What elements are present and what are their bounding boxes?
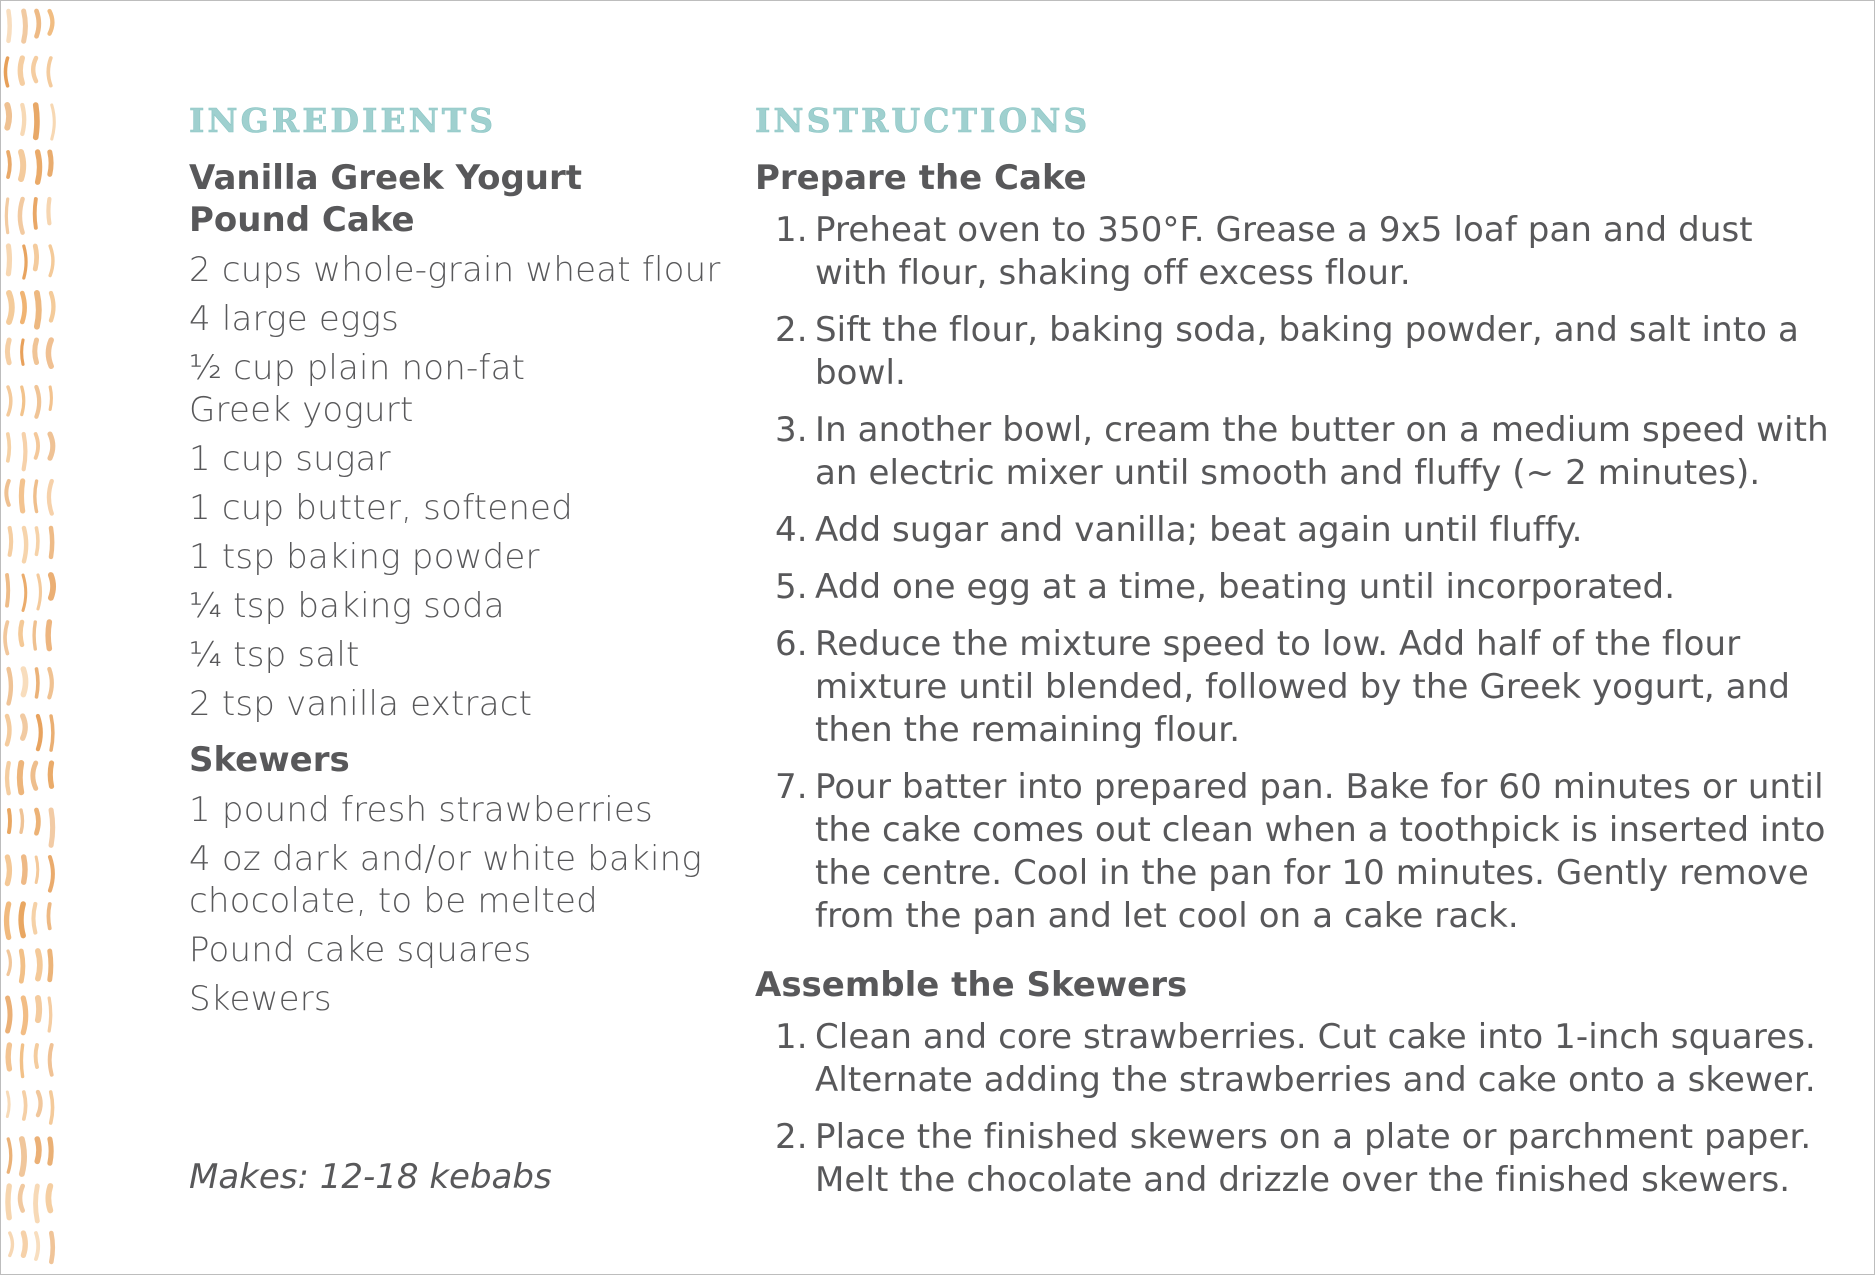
step-number: 4.	[775, 510, 808, 550]
step-number: 3.	[775, 410, 808, 450]
brush-stroke	[49, 669, 52, 697]
brush-stroke	[23, 998, 25, 1033]
brush-stroke	[48, 1186, 50, 1210]
brush-stroke	[7, 575, 8, 606]
brush-stroke	[51, 1092, 53, 1123]
ingredient-item: 1 pound fresh strawberries	[189, 790, 653, 830]
brush-stroke	[36, 669, 37, 697]
brush-stroke	[51, 716, 53, 750]
brush-stroke	[35, 340, 37, 362]
brush-stroke	[24, 857, 25, 882]
brush-stroke	[36, 1045, 37, 1067]
brush-stroke	[10, 1233, 13, 1255]
prepare-cake-title: Prepare the Cake	[755, 158, 1087, 198]
brush-stroke	[22, 387, 24, 415]
ingredient-item: 2 cups whole-grain wheat flour	[189, 250, 721, 290]
brush-stroke	[51, 810, 53, 845]
step-text: Add sugar and vanilla; beat again until fluffy.	[815, 510, 1583, 550]
brush-stroke	[8, 152, 10, 177]
brush-stroke	[48, 199, 49, 223]
instructions-column	[755, 101, 1835, 1216]
brush-stroke	[21, 1045, 22, 1076]
step-text: In another bowl, cream the butter on a medium speed with an electric mixer until smooth and fluffy (~ 2 minutes).	[815, 410, 1829, 493]
brush-stroke	[24, 1092, 26, 1119]
brush-stroke	[20, 199, 23, 233]
brush-stroke	[22, 293, 24, 322]
brush-stroke	[36, 11, 38, 36]
brush-stroke	[21, 481, 22, 511]
step-number: 7.	[775, 767, 808, 807]
step-text: Pour batter into prepared pan. Bake for 60 minutes or until the cake comes out clean when a toothpick is inserted into the centre. Cool in the pan for 10 minutes. Gently remove from the pan and let cool on a cake rack.	[815, 767, 1826, 936]
brush-stroke	[9, 293, 12, 322]
brush-stroke	[8, 1186, 9, 1218]
step-text: Preheat oven to 350°F. Grease a 9x5 loaf pan and dust with flour, shaking off excess flour.	[815, 210, 1753, 293]
brush-stroke	[38, 152, 40, 182]
brush-stroke	[50, 11, 53, 34]
brush-stroke	[34, 622, 35, 649]
cake-title-line1: Vanilla Greek Yogurt	[189, 158, 583, 198]
brush-stroke	[51, 293, 54, 320]
step-text: Reduce the mixture speed to low. Add half of the flour mixture until blended, followed by the Greek yogurt, and then the remaining flour.	[815, 624, 1790, 750]
brush-stroke	[50, 246, 53, 276]
brush-stroke	[7, 340, 9, 363]
brush-stroke	[50, 951, 51, 980]
ingredients-column	[189, 101, 729, 1027]
brush-stroke	[33, 58, 36, 81]
step-text: Add one egg at a time, beating until incorporated.	[815, 567, 1676, 607]
brush-stroke	[49, 481, 52, 514]
brush-stroke	[20, 622, 22, 645]
brush-stroke	[6, 481, 8, 505]
brush-stroke	[38, 716, 41, 749]
brush-stroke	[8, 998, 10, 1031]
step-item	[755, 209, 1835, 295]
step-number: 5.	[775, 567, 808, 607]
brush-stroke	[8, 1045, 9, 1069]
step-text: Place the finished skewers on a plate or parchment paper. Melt the chocolate and drizzle over the finished skewers.	[815, 1117, 1812, 1200]
step-text: Clean and core strawberries. Cut cake into 1-inch squares. Alternate adding the strawberries and cake onto a skewer.	[815, 1017, 1816, 1100]
brush-stroke	[20, 58, 22, 83]
ingredient-item: ¼ tsp baking soda	[189, 586, 505, 626]
ingredient-item: 2 tsp vanilla extract	[189, 684, 533, 724]
brush-stroke	[50, 434, 53, 458]
brush-stroke	[49, 998, 51, 1031]
brush-stroke	[36, 1186, 38, 1221]
brush-stroke	[7, 716, 9, 744]
brush-stroke	[8, 246, 9, 274]
brush-stroke	[8, 434, 9, 461]
step-item	[755, 409, 1835, 495]
brush-stroke	[7, 904, 9, 937]
brush-stroke	[48, 622, 49, 649]
brush-stroke	[38, 575, 41, 609]
cake-title	[189, 157, 729, 241]
brush-stroke	[5, 58, 7, 86]
brush-stroke	[22, 1139, 24, 1174]
brush-stroke	[36, 387, 39, 417]
step-item	[755, 566, 1835, 609]
step-item	[755, 623, 1835, 752]
assemble-steps-list	[755, 1016, 1835, 1202]
brush-stroke	[33, 763, 36, 788]
brush-stroke	[36, 857, 38, 882]
brush-stroke	[48, 904, 49, 928]
brush-stroke	[23, 1233, 25, 1255]
brush-stroke	[23, 575, 26, 610]
brush-stroke	[38, 998, 39, 1020]
brush-stroke	[21, 810, 22, 832]
yield-text: Makes: 12-18 kebabs	[189, 1157, 552, 1197]
step-text: Sift the flour, baking soda, baking powder, and salt into a bowl.	[815, 310, 1799, 393]
brush-stroke	[50, 1139, 51, 1163]
brush-stroke	[38, 951, 40, 979]
step-item	[755, 309, 1835, 395]
brush-stroke	[20, 1186, 23, 1211]
brushstroke-border	[1, 1, 71, 1275]
ingredient-item: ¼ tsp salt	[189, 635, 360, 675]
brush-stroke	[7, 857, 9, 884]
brush-stroke	[7, 1092, 9, 1117]
cake-ingredient-list	[189, 249, 729, 725]
brush-stroke	[10, 528, 11, 555]
brush-stroke	[35, 481, 37, 512]
brush-stroke	[50, 387, 51, 409]
ingredients-heading: INGREDIENTS	[189, 101, 497, 140]
brush-stroke	[21, 951, 23, 981]
brush-stroke	[51, 1233, 52, 1262]
ingredient-item: Pound cake squares	[189, 930, 532, 970]
ingredient-item: 1 cup sugar	[189, 439, 391, 479]
brush-stroke	[21, 904, 23, 936]
ingredient-item: 1 tsp baking powder	[189, 537, 540, 577]
step-number: 1.	[775, 1017, 808, 1057]
brush-stroke	[9, 669, 11, 703]
brush-stroke	[22, 105, 24, 134]
brush-stroke	[33, 904, 35, 933]
brush-stroke	[36, 810, 38, 833]
brush-stroke	[8, 11, 9, 41]
brush-stroke	[52, 105, 54, 139]
brush-stroke	[9, 810, 10, 832]
brush-stroke	[20, 763, 21, 792]
brush-stroke	[35, 246, 36, 269]
instructions-heading: INSTRUCTIONS	[755, 101, 1091, 140]
brush-stroke	[7, 763, 9, 793]
brush-stroke	[23, 669, 25, 695]
brush-stroke	[51, 528, 52, 557]
brush-stroke	[8, 1139, 11, 1172]
ingredient-item: ½ cup plain non-fat Greek yogurt	[189, 348, 526, 430]
brush-stroke	[5, 622, 7, 654]
brush-stroke	[50, 152, 51, 174]
brush-stroke	[7, 105, 9, 128]
ingredient-item: 4 large eggs	[189, 299, 400, 339]
brush-stroke	[50, 763, 51, 786]
step-item	[755, 1016, 1835, 1102]
brush-stroke	[23, 716, 26, 738]
step-number: 6.	[775, 624, 808, 664]
step-item	[755, 766, 1835, 938]
step-item	[755, 509, 1835, 552]
brush-stroke	[38, 1092, 41, 1115]
brush-stroke	[24, 11, 26, 41]
brush-stroke	[35, 199, 36, 228]
brush-stroke	[24, 528, 26, 561]
cake-title-line2: Pound Cake	[189, 200, 415, 240]
prepare-steps-list	[755, 209, 1835, 938]
brush-stroke	[36, 434, 38, 458]
brush-stroke	[50, 1045, 52, 1075]
brush-stroke	[21, 152, 23, 179]
skewer-ingredient-list	[189, 789, 729, 1020]
ingredient-item: 1 cup butter, softened	[189, 488, 573, 528]
brush-stroke	[36, 1233, 38, 1259]
brush-stroke	[8, 951, 10, 974]
step-number: 1.	[775, 210, 808, 250]
brush-stroke	[37, 1139, 39, 1161]
brush-stroke	[51, 575, 53, 598]
step-item	[755, 1116, 1835, 1202]
brush-stroke	[50, 857, 53, 891]
brush-stroke	[22, 340, 23, 364]
skewers-title: Skewers	[189, 740, 350, 780]
brush-stroke	[8, 387, 11, 415]
ingredient-item: 4 oz dark and/or white baking chocolate, to be melted	[189, 839, 702, 921]
brush-stroke	[48, 340, 51, 366]
assemble-skewers-title: Assemble the Skewers	[755, 965, 1188, 1005]
brush-stroke	[6, 199, 7, 233]
brush-stroke	[37, 293, 39, 327]
brush-stroke	[24, 434, 26, 469]
brush-stroke	[24, 246, 26, 278]
brush-stroke	[48, 58, 51, 86]
ingredient-item: Skewers	[189, 979, 332, 1019]
brushstroke-pattern	[5, 11, 54, 1262]
step-number: 2.	[775, 1117, 808, 1157]
brush-stroke	[36, 528, 37, 554]
brush-stroke	[36, 105, 37, 137]
step-number: 2.	[775, 310, 808, 350]
